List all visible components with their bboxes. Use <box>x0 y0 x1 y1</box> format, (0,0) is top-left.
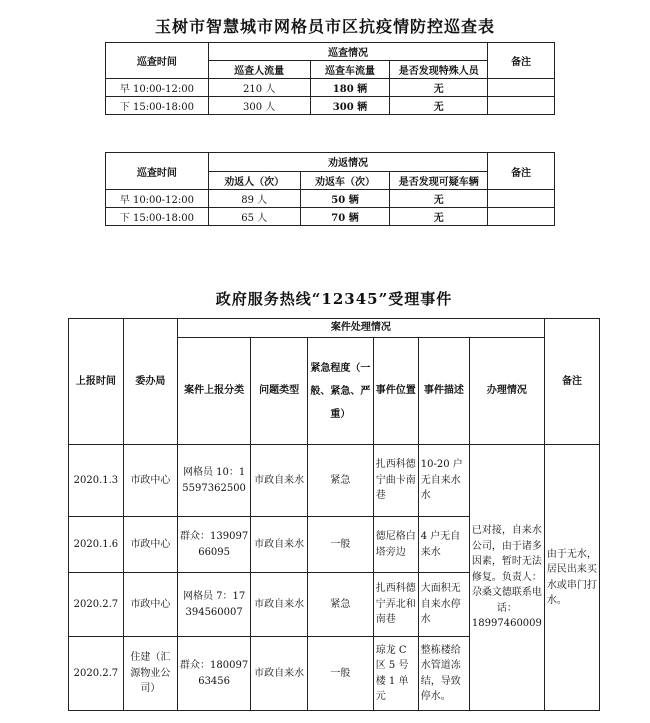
table-row <box>106 190 555 208</box>
cell-type: 市政自来水 <box>251 573 308 637</box>
cell-special: 无 <box>390 97 488 115</box>
cell-people: 300 人 <box>208 97 310 115</box>
col-desc-header: 事件描述 <box>418 338 469 445</box>
cell-people: 89 人 <box>208 190 300 208</box>
col-type-header: 问题类型 <box>251 338 308 445</box>
cell-remark <box>488 208 555 226</box>
dissuade-table <box>105 152 555 226</box>
cell-office: 市政中心 <box>123 573 177 637</box>
col-remark-header: 备注 <box>488 43 555 79</box>
cell-location: 扎西科德宁弄北和南巷 <box>373 573 418 637</box>
col-date-header: 上报时间 <box>69 319 124 445</box>
col-time-header: 巡查时间 <box>106 43 209 79</box>
cell-time: 下 15:00-18:00 <box>106 208 209 226</box>
cell-urgency: 紧急 <box>308 573 374 637</box>
cell-date: 2020.2.7 <box>69 573 124 637</box>
col-office-header: 委办局 <box>123 319 177 445</box>
cell-urgency: 一般 <box>308 517 374 573</box>
cell-date: 2020.2.7 <box>69 637 124 711</box>
cell-reporter: 群众：18009763456 <box>177 637 250 711</box>
cell-desc: 大面积无自来水停水 <box>418 573 469 637</box>
group-header: 巡查情况 <box>208 43 487 61</box>
cell-date: 2020.1.6 <box>69 517 124 573</box>
patrol-table-title: 玉树市智慧城市网格员市区抗疫情防控巡查表 <box>154 17 495 36</box>
group-header: 案件处理情况 <box>177 319 544 338</box>
hotline-table-title: 政府服务热线“12345”受理事件 <box>69 282 600 319</box>
col-people-header: 巡查人流量 <box>208 61 310 79</box>
cell-location: 琼龙 C 区 5 号楼 1 单元 <box>373 637 418 711</box>
cell-remark: 由于无水，居民出来买水或串门打水。 <box>544 445 599 711</box>
col-remark-header: 备注 <box>544 319 599 445</box>
cell-remark <box>488 79 555 97</box>
cell-reporter: 网格员 10：15597362500 <box>177 445 250 517</box>
cell-vehicles: 180 辆 <box>310 79 390 97</box>
cell-office: 市政中心 <box>123 445 177 517</box>
cell-suspicious: 无 <box>390 208 488 226</box>
col-suspicious-header: 是否发现可疑车辆 <box>390 171 488 190</box>
cell-remark <box>488 190 555 208</box>
cell-type: 市政自来水 <box>251 517 308 573</box>
col-location-header: 事件位置 <box>373 338 418 445</box>
col-reporter-header: 案件上报分类 <box>177 338 250 445</box>
col-urgency-header: 紧急程度（一般、紧急、严重） <box>308 338 374 445</box>
cell-vehicles: 70 辆 <box>300 208 390 226</box>
col-people-header: 劝返人（次） <box>208 171 300 190</box>
cell-type: 市政自来水 <box>251 637 308 711</box>
cell-type: 市政自来水 <box>251 445 308 517</box>
col-remark-header: 备注 <box>488 153 555 190</box>
col-handling-header: 办理情况 <box>469 338 544 445</box>
cell-desc: 整栋楼给水管道冻结，导致停水。 <box>418 637 469 711</box>
cell-time: 下 15:00-18:00 <box>106 97 209 115</box>
patrol-table <box>105 42 555 115</box>
cell-remark <box>488 97 555 115</box>
cell-people: 210 人 <box>208 79 310 97</box>
table-row <box>106 97 555 115</box>
cell-desc: 10-20 户无自来水水 <box>418 445 469 517</box>
col-time-header: 巡查时间 <box>106 153 209 190</box>
cell-location: 扎西科德宁曲卡南巷 <box>373 445 418 517</box>
col-vehicles-header: 巡查车流量 <box>310 61 390 79</box>
cell-office: 市政中心 <box>123 517 177 573</box>
group-header: 劝返情况 <box>208 153 487 172</box>
cell-vehicles: 50 辆 <box>300 190 390 208</box>
cell-date: 2020.1.3 <box>69 445 124 517</box>
cell-time: 早 10:00-12:00 <box>106 190 209 208</box>
cell-suspicious: 无 <box>390 190 488 208</box>
cell-vehicles: 300 辆 <box>310 97 390 115</box>
col-vehicles-header: 劝返车（次） <box>300 171 390 190</box>
table-row <box>106 79 555 97</box>
cell-people: 65 人 <box>208 208 300 226</box>
cell-location: 德尼格白塔旁边 <box>373 517 418 573</box>
cell-desc: 4 户无自来水 <box>418 517 469 573</box>
cell-office: 住建（汇源物业公司） <box>123 637 177 711</box>
cell-time: 早 10:00-12:00 <box>106 79 209 97</box>
hotline-table <box>68 282 600 711</box>
cell-handling: 已对接，自来水公司，由于诸多因素，暂时无法修复。负责人：尕桑文德联系电话：18997460009 <box>469 445 544 711</box>
table-row <box>106 208 555 226</box>
cell-urgency: 紧急 <box>308 445 374 517</box>
table-row <box>69 445 600 517</box>
cell-reporter: 网格员 7：17394560007 <box>177 573 250 637</box>
cell-special: 无 <box>390 79 488 97</box>
col-special-header: 是否发现特殊人员 <box>390 61 488 79</box>
cell-urgency: 一般 <box>308 637 374 711</box>
cell-reporter: 群众：13909766095 <box>177 517 250 573</box>
